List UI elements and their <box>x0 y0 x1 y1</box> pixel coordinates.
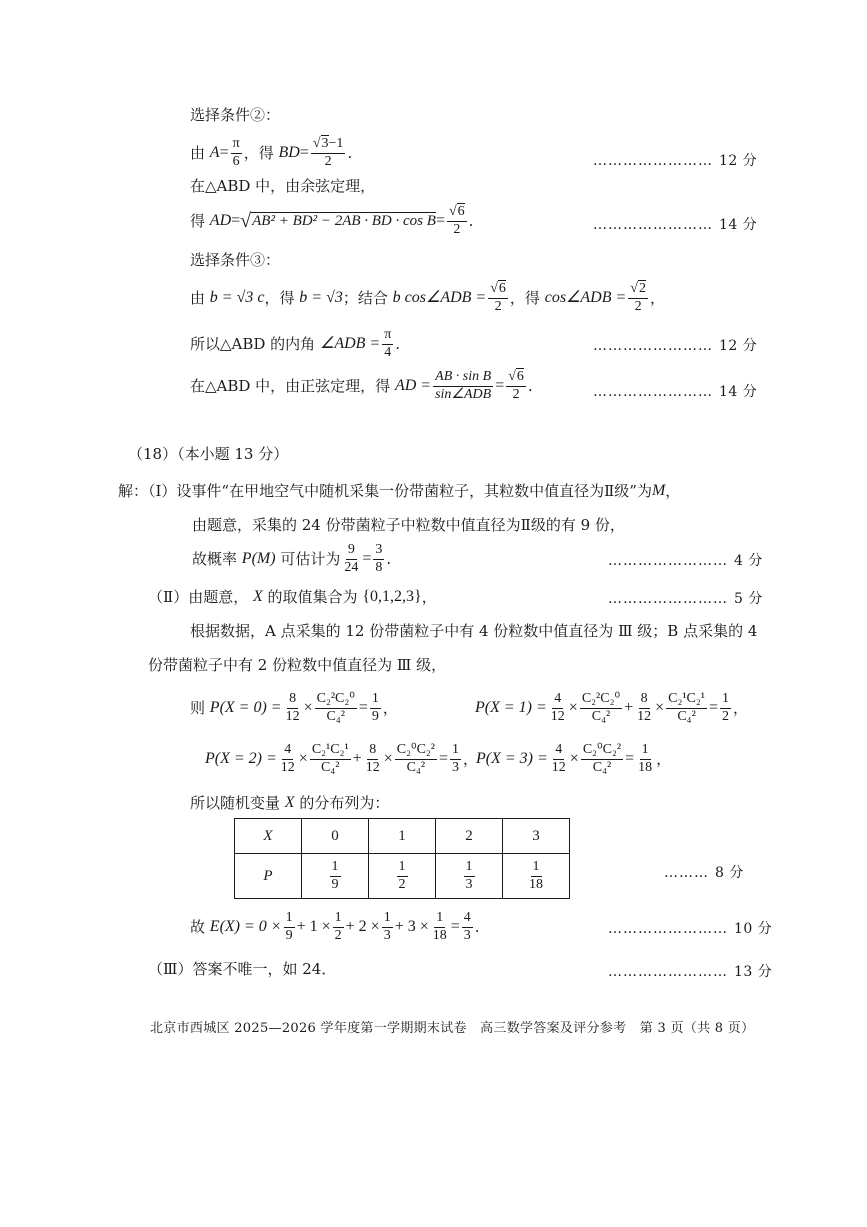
table-row <box>235 854 570 899</box>
condition-2-heading: 选择条件②： <box>190 106 281 124</box>
fraction: $\frac{\text{C₂²C₂⁰}}{\text{C₄²}}$ <box>581 691 621 724</box>
fraction: $\frac{1}{2}$ <box>722 691 730 724</box>
condition-2-line-2: 在△ABD 中，由余弦定理， <box>190 177 376 195</box>
condition-2-line-1: 由 A = $\frac{\pi}{6}$ ，得 BD = $\frac{√3-1}{2}$ . <box>190 136 353 169</box>
fraction: $\frac{1}{9}$ <box>285 910 293 943</box>
score-5: …………………… 5 分 <box>608 591 763 607</box>
solution-part-1-line-1: 解：（Ⅰ）设事件“在甲地空气中随机采集一份带菌粒子，其粒数中值直径为Ⅱ级”为 M ， <box>118 481 681 500</box>
fraction: $\frac{√6}{2}$ <box>490 281 506 314</box>
table-header-cell: 1 <box>369 819 436 854</box>
fraction: $\frac{8}{12}$ <box>285 691 300 724</box>
question-18-heading: （18）（本小题 13 分） <box>128 445 289 463</box>
score-4: …………………… 4 分 <box>608 553 763 569</box>
distribution-table <box>234 818 570 899</box>
fraction: $\frac{\text{C₂¹C₂¹}}{\text{C₄²}}$ <box>311 742 349 775</box>
distribution-intro: 所以随机变量 X 的分布列为： <box>190 793 390 812</box>
fraction: $\frac{\pi}{4}$ <box>384 327 392 360</box>
fraction: $\frac{√2}{2}$ <box>630 281 646 314</box>
fraction: $\frac{1}{9}$ <box>371 691 379 724</box>
score-13: …………………… 13 分 <box>608 964 773 980</box>
solution-part-1-line-2: 由题意，采集的 24 份带菌粒子中粒数中值直径为Ⅱ级的有 9 份， <box>192 516 625 534</box>
condition-3-heading: 选择条件③： <box>190 251 281 269</box>
solution-part-3: （Ⅲ）答案不唯一，如 24． <box>148 960 337 978</box>
fraction: $\frac{8}{12}$ <box>637 691 652 724</box>
fraction: $\frac{\pi}{6}$ <box>232 136 240 169</box>
fraction: $\frac{1}{3}$ <box>383 910 391 943</box>
fraction: $\frac{3}{8}$ <box>375 542 383 575</box>
sqrt-sign: √ <box>240 210 252 233</box>
fraction: $\frac{\text{AB · sin B}}{\text{sin∠ADB}}$ <box>435 369 492 402</box>
fraction: $\frac{√6}{2}$ <box>508 369 524 402</box>
score-12: …………………… 12 分 <box>593 153 758 169</box>
score-14: …………………… 14 分 <box>593 217 758 233</box>
fraction: $\frac{√6}{2}$ <box>448 204 465 237</box>
fraction: $\frac{4}{12}$ <box>551 742 566 775</box>
table-cell: $\frac{1}{2}$ <box>369 854 436 899</box>
score-8: ……… 8 分 <box>664 865 744 881</box>
probability-x0: 则 P(X = 0) = $\frac{8}{12}$ × $\frac{\text{C₂²C₂⁰}}{\text{C₄²}}$ = $\frac{1}{9}$ ， <box>190 691 398 724</box>
fraction: $\frac{1}{18}$ <box>638 742 653 775</box>
condition-3-line-2: 所以△ABD 的内角 ∠ADB = $\frac{\pi}{4}$ . <box>190 327 401 360</box>
fraction: $\frac{\text{C₂²C₂⁰}}{\text{C₄²}}$ <box>316 691 355 724</box>
fraction: $\frac{9}{24}$ <box>344 542 359 575</box>
fraction: $\frac{1}{18}$ <box>432 910 447 943</box>
table-cell: $\frac{1}{9}$ <box>302 854 369 899</box>
fraction: $\frac{\text{C₂¹C₂¹}}{\text{C₄²}}$ <box>668 691 705 724</box>
solution-part-2-line-1: （Ⅱ）由题意， X 的取值集合为 {0,1,2,3} ， <box>148 587 437 606</box>
condition-2-line-3: 得 AD = √ AB² + BD² − 2AB · BD · cos B = $\frac{√6}{2}$ . <box>190 204 474 237</box>
fraction: $\frac{\text{C₂⁰C₂²}}{\text{C₄²}}$ <box>582 742 622 775</box>
fraction: $\frac{1}{2}$ <box>334 910 342 943</box>
table-cell: $\frac{1}{18}$ <box>503 854 570 899</box>
probability-x3: P(X = 3) = $\frac{4}{12}$ × $\frac{\text{C₂⁰C₂²}}{\text{C₄²}}$ = $\frac{1}{18}$ ， <box>476 742 672 775</box>
score-12: …………………… 12 分 <box>593 338 758 354</box>
solution-part-2-line-3: 份带菌粒子中有 2 份粒数中值直径为 Ⅲ 级， <box>148 656 447 674</box>
probability-x2: P(X = 2) = $\frac{4}{12}$ × $\frac{\text{C₂¹C₂¹}}{\text{C₄²}}$ + $\frac{8}{12}$ × $\frac{\text{C₂⁰C₂²}}{\text{C₄²}}$ = $\frac{1}{3}$ ， <box>205 742 479 775</box>
fraction: $\frac{1}{3}$ <box>452 742 460 775</box>
fraction: $\frac{4}{12}$ <box>280 742 295 775</box>
table-header-cell: 0 <box>302 819 369 854</box>
solution-part-2-line-2: 根据数据，A 点采集的 12 份带菌粒子中有 4 份粒数中值直径为 Ⅲ 级；B 点采集的 4 <box>190 622 758 640</box>
table-header-cell: 3 <box>503 819 570 854</box>
table-header-cell: X <box>235 819 302 854</box>
probability-x1: P(X = 1) = $\frac{4}{12}$ × $\frac{\text{C₂²C₂⁰}}{\text{C₄²}}$ + $\frac{8}{12}$ × $\frac{\text{C₂¹C₂¹}}{\text{C₄²}}$ = $\frac{1}{2}$ ， <box>475 691 749 724</box>
expectation-line: 故 E(X) = 0 × $\frac{1}{9}$ + 1 × $\frac{1}{2}$ + 2 × $\frac{1}{3}$ + 3 × $\frac{1}{18}$ = $\frac{4}{3}$ . <box>190 910 480 943</box>
table-header-cell: 2 <box>436 819 503 854</box>
score-14: …………………… 14 分 <box>593 384 758 400</box>
fraction: $\frac{4}{3}$ <box>463 910 471 943</box>
score-10: …………………… 10 分 <box>608 921 773 937</box>
solution-part-1-line-3: 故概率 P(M) 可估计为 $\frac{9}{24}$ = $\frac{3}{8}$ . <box>192 542 392 575</box>
table-row <box>235 819 570 854</box>
page-footer: 北京市西城区 2025—2026 学年度第一学期期末试卷 高三数学答案及评分参考 第 3 页（共 8 页） <box>150 1021 755 1036</box>
condition-3-line-1: 由 b = √3 c ，得 b = √3 ；结合 b cos∠ADB = $\frac{√6}{2}$ ，得 cos∠ADB = $\frac{√2}{2}$ ， <box>190 281 665 314</box>
fraction: $\frac{4}{12}$ <box>550 691 565 724</box>
condition-3-line-3: 在△ABD 中，由正弦定理，得 AD = $\frac{\text{AB · sin B}}{\text{sin∠ADB}}$ = $\frac{√6}{2}$ . <box>190 369 533 402</box>
table-row-label: P <box>235 854 302 899</box>
table-cell: $\frac{1}{3}$ <box>436 854 503 899</box>
fraction: $\frac{\text{C₂⁰C₂²}}{\text{C₄²}}$ <box>396 742 435 775</box>
fraction: $\frac{√3-1}{2}$ <box>312 136 344 169</box>
fraction: $\frac{8}{12}$ <box>365 742 380 775</box>
